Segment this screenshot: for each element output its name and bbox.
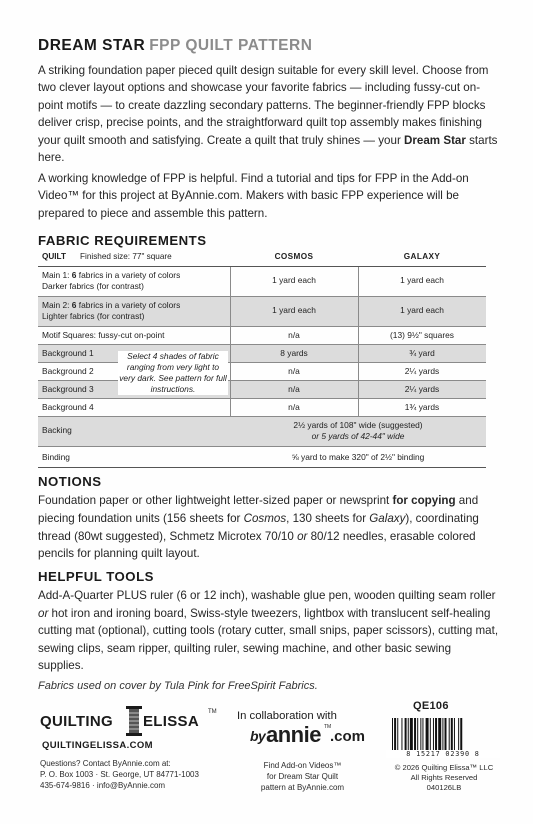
bg3-cosmos: n/a [288, 384, 300, 394]
title-main: DREAM STAR [38, 37, 146, 54]
main2-galaxy: 1 yard each [400, 305, 444, 315]
fabric-heading: FABRIC REQUIREMENTS [38, 233, 207, 248]
logo-trademark: TM [208, 709, 217, 715]
main1-cosmos: 1 yard each [272, 275, 316, 285]
collaboration-text: In collaboration with [237, 710, 337, 722]
table-divider [38, 380, 486, 381]
bg3-label: Background 3 [42, 384, 94, 394]
binding-label: Binding [42, 452, 70, 462]
intro-emphasis: Dream Star [404, 133, 466, 147]
main1-galaxy: 1 yard each [400, 275, 444, 285]
table-divider [38, 296, 486, 297]
motif-label: Motif Squares: fussy-cut on-point [42, 330, 165, 340]
product-sku: QE106 [413, 700, 449, 712]
col-galaxy: GALAXY [403, 252, 441, 261]
fabric-credit: Fabrics used on cover by Tula Pink for FreeSpirit Fabrics. [38, 680, 318, 692]
table-divider [38, 398, 486, 399]
logo-text-right: ELISSA [143, 713, 199, 730]
tools-heading: HELPFUL TOOLS [38, 569, 154, 584]
tools-text: Add-A-Quarter PLUS ruler (6 or 12 inch), washable glue pen, wooden quilting seam roller or hot iron and ironing board, Swiss-style tweezers, lightbox with translucent self-healing cutting mat (optional), cutting tools (rotary cutter, small snips, paper scissors), cutting mat, sewing clips, seam ripper, quilting ruler, sewing machine, and other basic sewing supplies. [38, 589, 499, 673]
main1-label: Main 1: 6 fabrics in a variety of colors Darker fabrics (for contrast) [42, 270, 181, 291]
table-divider [38, 344, 486, 345]
bg4-galaxy: 1¾ yards [404, 402, 440, 412]
bg1-label: Background 1 [42, 348, 94, 358]
backing-label: Backing [42, 425, 72, 435]
motif-cosmos: n/a [288, 330, 300, 340]
bg4-cosmos: n/a [288, 402, 300, 412]
bg2-cosmos: n/a [288, 366, 300, 376]
thread-spool-icon [124, 705, 144, 737]
addon-video-info: Find Add-on Videos™ for Dream Star Quilt pattern at ByAnnie.com [260, 761, 345, 793]
finished-size: Finished size: 77" square [80, 252, 172, 261]
bg1-galaxy: ¾ yard [409, 348, 435, 358]
background-note: Select 4 shades of fabric ranging from very light to very dark. See pattern for full instructions. [119, 351, 227, 394]
fabric-table [38, 266, 486, 468]
bg4-label: Background 4 [42, 402, 94, 412]
barcode-number: 8 15217 02390 8 [386, 750, 500, 758]
skill-paragraph: A working knowledge of FPP is helpful. Find a tutorial and tips for FPP in the Add-on Video™ for this project at ByAnnie.com. Makers with basic FPP experience will be prepared to piece and assemble this pattern. [38, 172, 469, 220]
main2-cosmos: 1 yard each [272, 305, 316, 315]
copyright-notice: © 2026 Quilting Elissa™ LLC All Rights Reserved 040126LB [394, 763, 494, 792]
table-header [38, 252, 486, 266]
title-sub: FPP QUILT PATTERN [149, 37, 313, 54]
website-link[interactable]: QUILTINGELISSA.COM [42, 740, 153, 751]
quilt-label: QUILT [42, 252, 66, 261]
binding-value: ⅝ yard to make 320" of 2½" binding [291, 452, 425, 462]
notions-text: Foundation paper or other lightweight letter-sized paper or newsprint for copying and piecing foundation units (156 sheets for Cosmos, 130 sheets for Galaxy), coordinating thread (80wt suggested), Schmetz Microtex 70/10 or 80/12 needles, erasable colored pencils for planning quilt layout. [38, 494, 479, 561]
contact-info: Questions? Contact ByAnnie.com at: P. O. Box 1003 · St. George, UT 84771-1003 435-674-9816 · info@ByAnnie.com [40, 759, 199, 791]
notions-heading: NOTIONS [38, 474, 102, 489]
intro-paragraph [38, 62, 500, 166]
intro-text-end: starts here. [38, 133, 498, 165]
quilting-elissa-logo [40, 705, 220, 741]
byannie-logo: by annie TM .com [250, 722, 366, 747]
bg1-cosmos: 8 yards [280, 348, 308, 358]
motif-galaxy: (13) 9½" squares [390, 330, 454, 340]
backing-value: 2½ yards of 108" wide (suggested) or 5 yards of 42-44" wide [293, 420, 423, 441]
bg2-label: Background 2 [42, 366, 94, 376]
table-divider [38, 416, 486, 417]
table-divider [38, 362, 486, 363]
main2-label: Main 2: 6 fabrics in a variety of colors Lighter fabrics (for contrast) [42, 300, 181, 321]
page-title [38, 37, 312, 55]
col-cosmos: COSMOS [274, 252, 314, 261]
bg3-galaxy: 2¼ yards [404, 384, 440, 394]
intro-text: A striking foundation paper pieced quilt design suitable for every skill level. Choose from two clever layout options and showcase your favorite fabrics — including fussy-cut on-point motifs — to create dazzling secondary patterns. The beginner-friendly FPP blocks deliver crisp, precise points, and the straightforward quilt top assembly makes finishing your quilt smooth and satisfying. Create a quilt that truly shines — your [38, 64, 489, 147]
logo-text-left: QUILTING [40, 713, 113, 730]
table-divider [38, 326, 486, 327]
bg2-galaxy: 2¼ yards [404, 366, 440, 376]
table-divider [38, 446, 486, 447]
